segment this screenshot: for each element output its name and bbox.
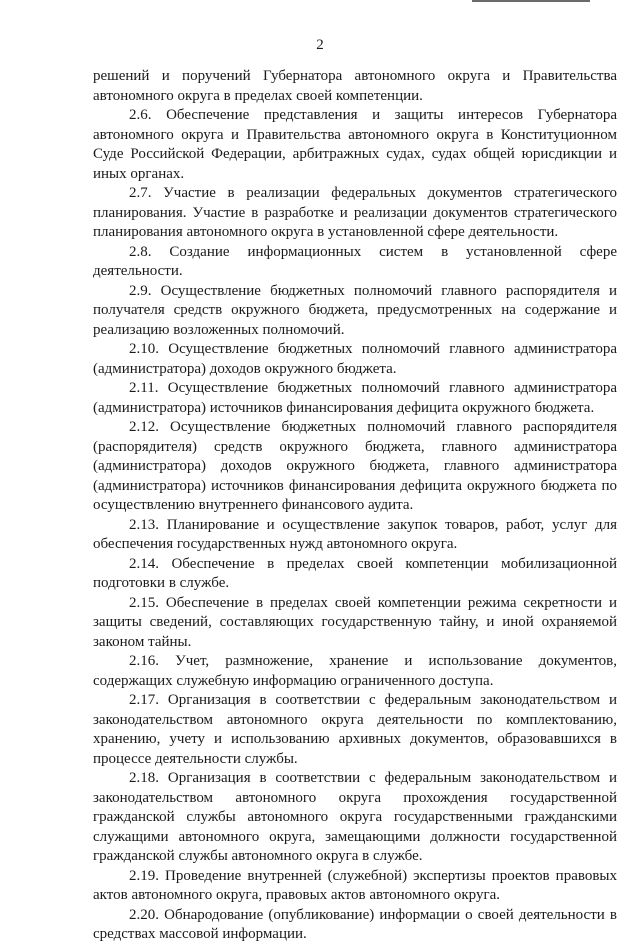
paragraph-2-7: 2.7. Участие в реализации федеральных документов стратегического планирования. Участие в разработке и реализации документов стратегического планирования автономного округа в установленной сфере деятельности. — [93, 185, 617, 240]
paragraph-2-11: 2.11. Осуществление бюджетных полномочий главного администратора (администратора) источников финансирования дефицита окружного бюджета. — [93, 380, 617, 416]
document-body — [93, 67, 617, 945]
paragraph-2-12: 2.12. Осуществление бюджетных полномочий главного распорядителя (распорядителя) средств окружного бюджета, главного администратора (администратора) доходов окружного бюджета, главного администратора (администратора) источников финансирования дефицита окружного бюджета по осуществлению внутреннего финансового аудита. — [93, 419, 617, 513]
paragraph-2-6: 2.6. Обеспечение представления и защиты интересов Губернатора автономного округа и Правительства автономного округа в Конституционном Суде Российской Федерации, арбитражных судах, судах общей юрисдикции и иных органах. — [93, 107, 617, 182]
scan-edge-mark — [472, 0, 590, 2]
paragraph-2-19: 2.19. Проведение внутренней (служебной) экспертизы проектов правовых актов автономного округа, правовых актов автономного округа. — [93, 867, 617, 903]
paragraph-2-9: 2.9. Осуществление бюджетных полномочий главного распорядителя и получателя средств окружного бюджета, предусмотренных на содержание и реализацию возложенных полномочий. — [93, 282, 617, 338]
paragraph-2-13: 2.13. Планирование и осуществление закупок товаров, работ, услуг для обеспечения государственных нужд автономного округа. — [93, 516, 617, 552]
paragraph-2-10: 2.10. Осуществление бюджетных полномочий главного администратора (администратора) доходов окружного бюджета. — [93, 341, 617, 377]
paragraph-2-17: 2.17. Организация в соответствии с федеральным законодательством и законодательством автономного округа деятельности по комплектованию, хранению, учету и использованию архивных документов, образовавшихся в процессе деятельности службы. — [93, 692, 617, 767]
page-number: 2 — [316, 37, 324, 53]
paragraph-2-15: 2.15. Обеспечение в пределах своей компетенции режима секретности и защиты сведений, составляющих государственную тайну, и иной охраняемой законом тайны. — [93, 594, 617, 650]
paragraph-2-20: 2.20. Обнародование (опубликование) информации о своей деятельности в средствах массовой информации. — [93, 906, 617, 942]
paragraph-2-8: 2.8. Создание информационных систем в установленной сфере деятельности. — [93, 243, 617, 279]
paragraph-2-18: 2.18. Организация в соответствии с федеральным законодательством и законодательством автономного округа прохождения государственной гражданской службы автономного округа государственными гражданскими служащими автономного округа, замещающими должности государственной гражданской службы автономного округа в службе. — [93, 770, 617, 864]
paragraph-continuation: решений и поручений Губернатора автономного округа и Правительства автономного округа в пределах своей компетенции. — [93, 68, 617, 104]
paragraph-2-14: 2.14. Обеспечение в пределах своей компетенции мобилизационной подготовки в службе. — [93, 555, 617, 591]
paragraph-2-16: 2.16. Учет, размножение, хранение и использование документов, содержащих служебную информацию ограниченного доступа. — [93, 653, 617, 689]
